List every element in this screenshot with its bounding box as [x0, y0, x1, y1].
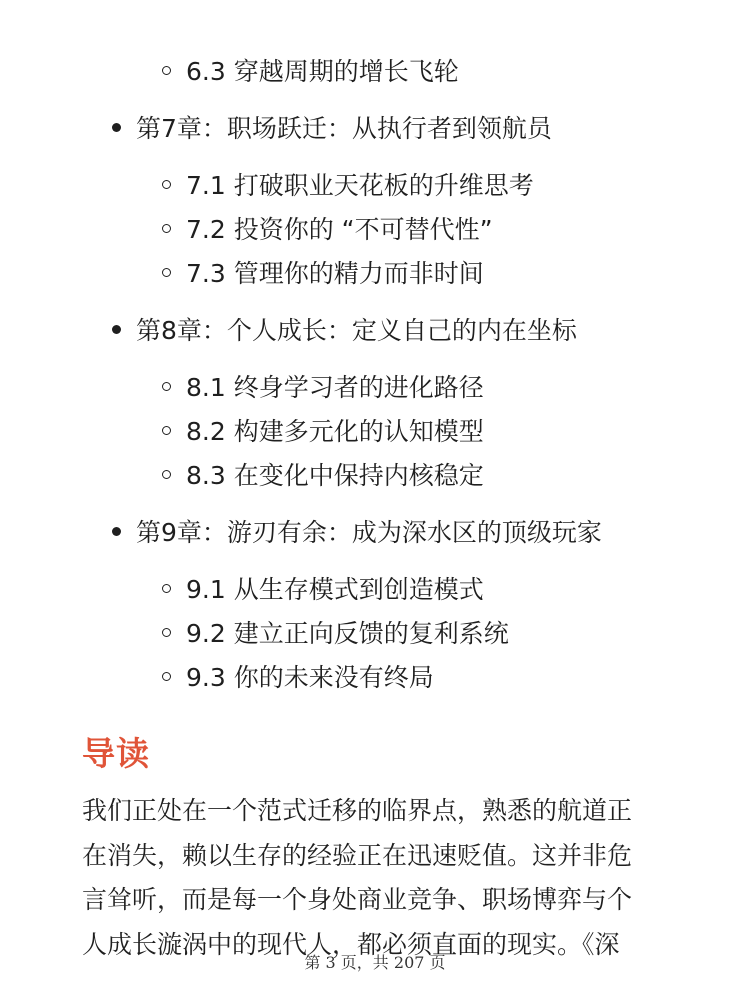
filled-bullet-icon	[112, 527, 121, 536]
toc-section-8-2[interactable]	[162, 410, 484, 450]
hollow-bullet-icon	[162, 470, 171, 479]
intro-paragraph	[82, 789, 668, 967]
toc-chapter-label: 第8章：个人成长：定义自己的内在坐标	[136, 316, 577, 345]
toc-section-7-1[interactable]	[162, 164, 534, 204]
toc-section-label: 9.2 建立正向反馈的复利系统	[186, 619, 509, 648]
filled-bullet-icon	[112, 123, 121, 132]
toc-section-label: 9.3 你的未来没有终局	[186, 663, 434, 692]
hollow-bullet-icon	[162, 382, 171, 391]
paragraph-line: 在消失，赖以生存的经验正在迅速贬值。这并非危	[82, 840, 633, 870]
page-number-footer: 第 3 页，共 207 页	[304, 953, 446, 972]
hollow-bullet-icon	[162, 584, 171, 593]
toc-section-label: 8.1 终身学习者的进化路径	[186, 373, 484, 402]
toc-section-label: 6.3 穿越周期的增长飞轮	[186, 57, 459, 86]
toc-section-7-2[interactable]	[162, 208, 493, 248]
toc-chapter-7[interactable]	[112, 107, 552, 147]
paragraph-line: 我们正处在一个范式迁移的临界点，熟悉的航道正	[82, 796, 633, 825]
filled-bullet-icon	[112, 325, 121, 334]
toc-section-label: 8.3 在变化中保持内核稳定	[186, 461, 484, 490]
hollow-bullet-icon	[162, 426, 171, 435]
section-heading: 导读	[82, 734, 150, 773]
toc-section-8-3[interactable]	[162, 454, 484, 494]
hollow-bullet-icon	[162, 224, 171, 233]
hollow-bullet-icon	[162, 66, 171, 75]
toc-chapter-label: 第7章：职场跃迁：从执行者到领航员	[136, 114, 552, 143]
toc-chapter-label: 第9章：游刃有余：成为深水区的顶级玩家	[136, 518, 602, 547]
toc-section-8-1[interactable]	[162, 366, 484, 406]
toc-section-label: 9.1 从生存模式到创造模式	[186, 575, 484, 604]
hollow-bullet-icon	[162, 268, 171, 277]
toc-section-label: 7.2 投资你的 “不可替代性”	[186, 215, 493, 244]
paragraph-line: 言耸听，而是每一个身处商业竞争、职场博弈与个	[82, 885, 633, 914]
toc-section-label: 7.1 打破职业天花板的升维思考	[186, 171, 534, 200]
toc-section-label: 7.3 管理你的精力而非时间	[186, 259, 484, 288]
hollow-bullet-icon	[162, 628, 171, 637]
toc-chapter-9[interactable]	[112, 511, 602, 551]
toc-section-9-3[interactable]	[162, 656, 434, 696]
hollow-bullet-icon	[162, 180, 171, 189]
paragraph-line: 人成长漩涡中的现代人，都必须直面的现实。《深	[82, 929, 620, 959]
toc-section-9-2[interactable]	[162, 612, 509, 652]
toc-section-label: 8.2 构建多元化的认知模型	[186, 417, 484, 446]
toc-section-6-3[interactable]	[162, 50, 459, 90]
toc-section-9-1[interactable]	[162, 568, 484, 608]
hollow-bullet-icon	[162, 672, 171, 681]
toc-section-7-3[interactable]	[162, 252, 484, 292]
toc-chapter-8[interactable]	[112, 309, 577, 349]
